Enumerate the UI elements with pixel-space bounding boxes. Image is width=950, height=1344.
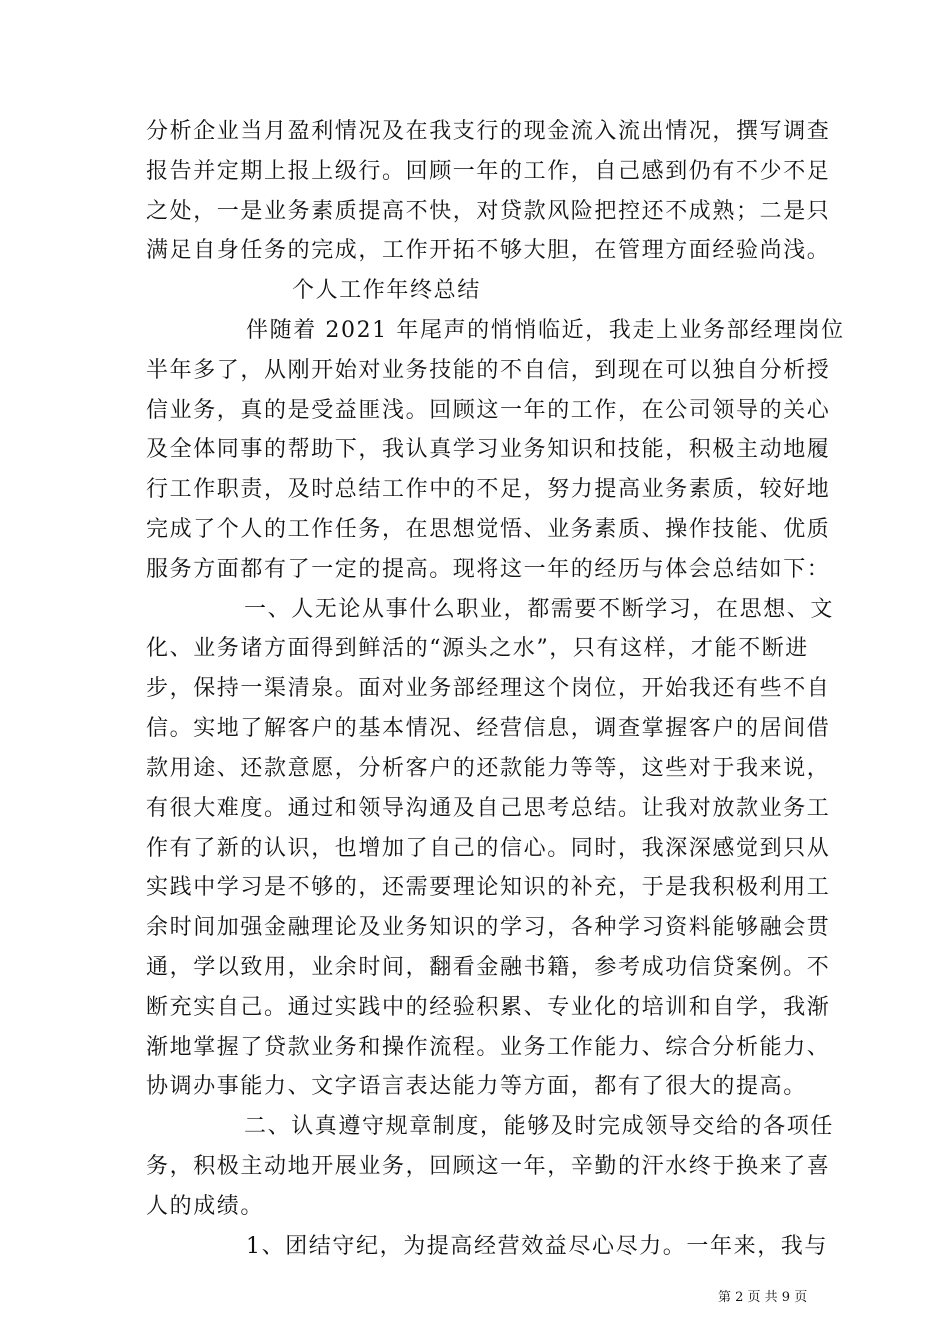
body-line-28: 人的成绩。 xyxy=(146,1194,265,1219)
body-line-2: 报告并定期上报上级行。回顾一年的工作，自己感到仍有不少不足 xyxy=(146,159,831,184)
body-line-13: 一、人无论从事什么职业，都需要不断学习，在思想、文 xyxy=(244,597,835,622)
body-line-23: 断充实自己。通过实践中的经验积累、专业化的培训和自学，我渐 xyxy=(146,995,831,1020)
body-line-15: 步，保持一渠清泉。面对业务部经理这个岗位，开始我还有些不自 xyxy=(146,676,831,701)
body-line-19: 作有了新的认识，也增加了自己的信心。同时，我深深感觉到只从 xyxy=(146,836,831,861)
section-title: 个人工作年终总结 xyxy=(292,278,481,303)
page-number-footer: 第 2 页 共 9 页 xyxy=(718,1290,808,1305)
body-line-18: 有很大难度。通过和领导沟通及自己思考总结。让我对放款业务工 xyxy=(146,796,831,821)
body-line-6: 伴随着 2021 年尾声的悄悄临近，我走上业务部经理岗位 xyxy=(246,318,845,343)
body-line-4: 满足自身任务的完成，工作开拓不够大胆，在管理方面经验尚浅。 xyxy=(146,238,831,263)
body-line-16: 信。实地了解客户的基本情况、经营信息，调查掌握客户的居间借 xyxy=(146,716,831,741)
body-line-27: 务，积极主动地开展业务，回顾这一年，辛勤的汗水终于换来了喜 xyxy=(146,1154,831,1179)
body-line-17: 款用途、还款意愿，分析客户的还款能力等等，这些对于我来说， xyxy=(146,756,831,781)
body-line-7: 半年多了，从刚开始对业务技能的不自信，到现在可以独自分析授 xyxy=(146,358,831,383)
body-line-20: 实践中学习是不够的，还需要理论知识的补充，于是我积极利用工 xyxy=(146,875,831,900)
body-line-8: 信业务，真的是受益匪浅。回顾这一年的工作，在公司领导的关心 xyxy=(146,398,831,423)
body-line-1: 分析企业当月盈利情况及在我支行的现金流入流出情况，撰写调查 xyxy=(146,119,831,144)
body-line-12: 服务方面都有了一定的提高。现将这一年的经历与体会总结如下： xyxy=(146,557,831,582)
body-line-22: 通，学以致用，业余时间，翻看金融书籍，参考成功信贷案例。不 xyxy=(146,955,831,980)
body-line-26: 二、认真遵守规章制度，能够及时完成领导交给的各项任 xyxy=(244,1114,835,1139)
body-line-11: 完成了个人的工作任务，在思想觉悟、业务素质、操作技能、优质 xyxy=(146,517,831,542)
body-line-24: 渐地掌握了贷款业务和操作流程。业务工作能力、综合分析能力、 xyxy=(146,1035,831,1060)
body-line-9: 及全体同事的帮助下，我认真学习业务知识和技能，积极主动地履 xyxy=(146,437,831,462)
body-line-25: 协调办事能力、文字语言表达能力等方面，都有了很大的提高。 xyxy=(146,1074,807,1099)
body-line-10: 行工作职责，及时总结工作中的不足，努力提高业务素质，较好地 xyxy=(146,477,831,502)
body-line-3: 之处，一是业务素质提高不快，对贷款风险把控还不成熟；二是只 xyxy=(146,199,831,224)
body-line-21: 余时间加强金融理论及业务知识的学习，各种学习资料能够融会贯 xyxy=(146,915,831,940)
body-line-29: 1、团结守纪，为提高经营效益尽心尽力。一年来，我与 xyxy=(246,1234,828,1259)
body-line-14: 化、业务诸方面得到鲜活的“源头之水”，只有这样，才能不断进 xyxy=(146,636,809,661)
